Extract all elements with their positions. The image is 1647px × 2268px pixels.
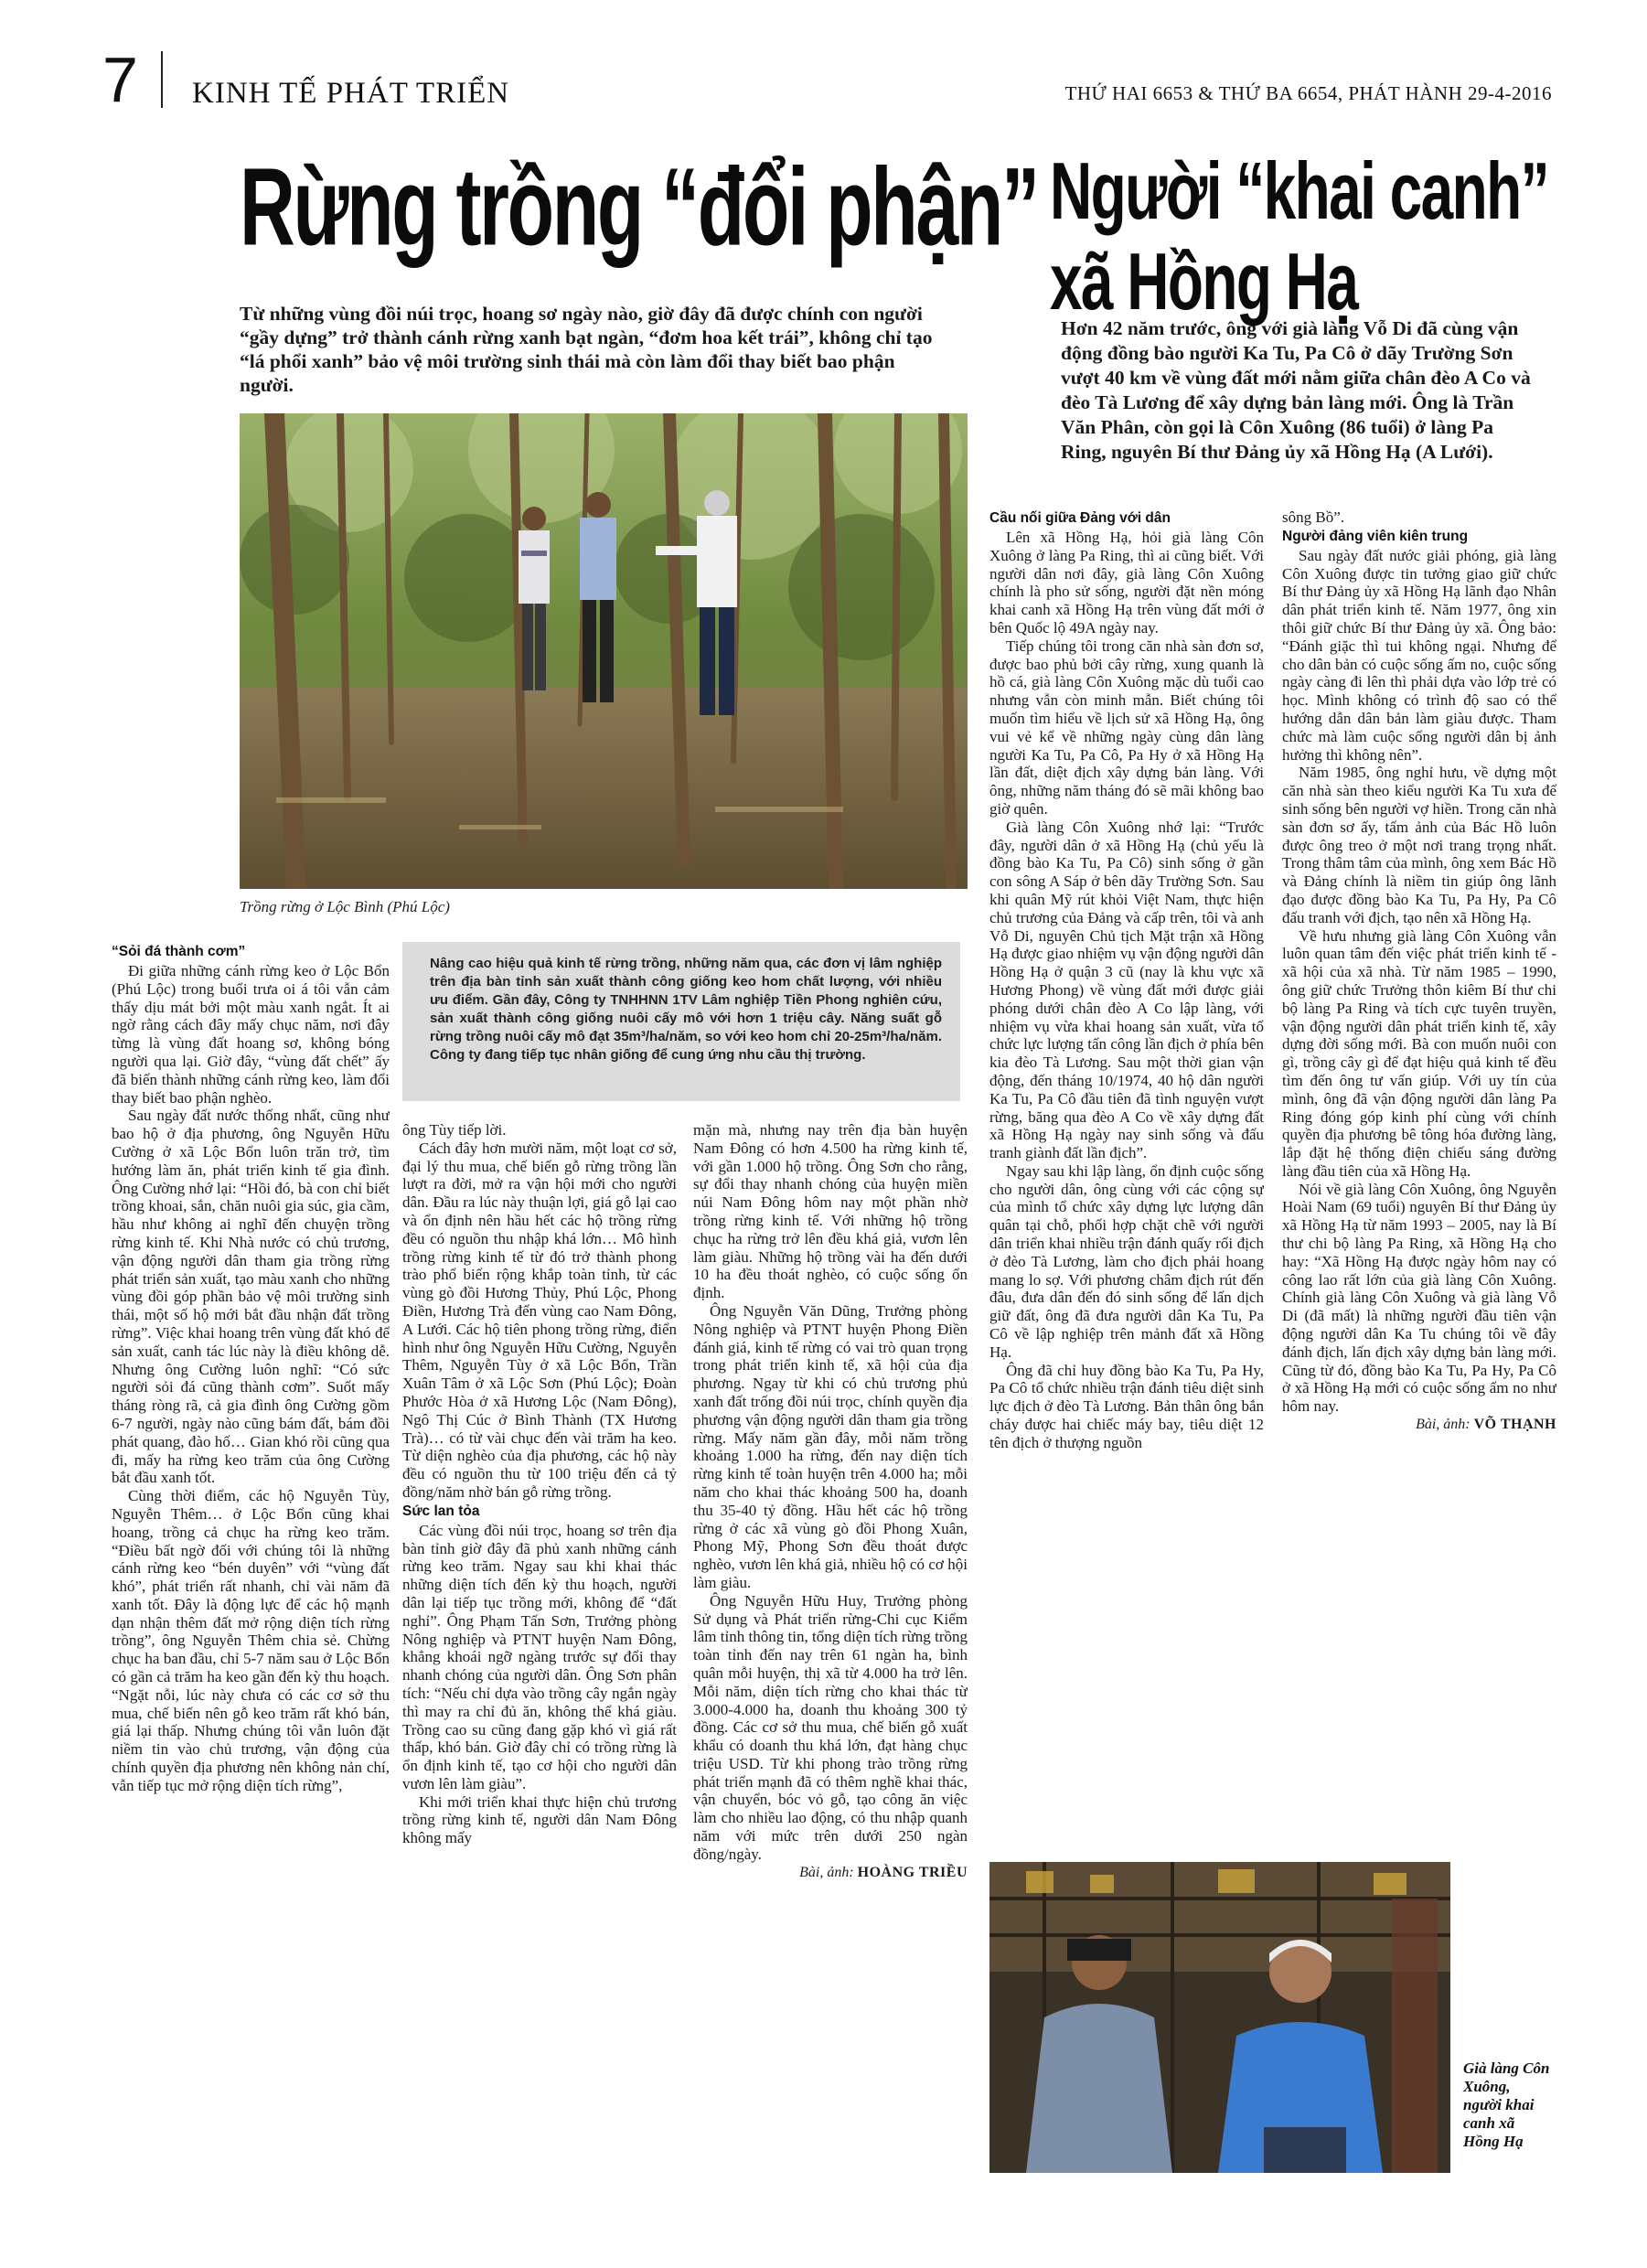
article1-paragraph: Cùng thời điểm, các hộ Nguyễn Tùy, Nguyễn Thêm… ở Lộc Bổn cũng khai hoang, trồng cả chục ha rừng keo trăm. “Điều bất ngờ đối với chúng tôi là những cánh rừng keo “bén duyên” với “vùng đất khó”, phát triển rất nhanh, chỉ vài năm đã xanh tốt. Đây là động lực để các hộ mạnh dạn nhận thêm đất mở rộng diện tích rừng trồng”, ông Nguyễn Thêm chia sẻ. Chừng chục ha ban đầu, chỉ 5-7 năm sau ở Lộc Bổn có gần cả trăm ha keo gần đến kỳ thu hoạch. “Ngặt nỗi, lúc này chưa có các cơ sở thu mua, chế biến nên gỗ keo trăm rất khó bán, giá lại thấp. Nhưng chúng tôi vẫn luôn đặt niềm tin vào chủ trương, vận động của chính quyền địa phương nên không nản chí, vẫn tiếp tục mở rộng diện tích rừng”, — [112, 1487, 390, 1794]
article1-paragraph: Cách đây hơn mười năm, một loạt cơ sở, đại lý thu mua, chế biến gỗ rừng trồng lần lượt ra đời, mở ra vận hội mới cho người dân. Đầu ra lúc này thuận lợi, giá gỗ lại cao và ổn định nên hầu hết các hộ trồng rừng đều có nguồn thu nhập khá lớn… Mô hình trồng rừng kinh tế từ đó trở thành phong trào phổ biến rộng khắp toàn tỉnh, từ các vùng gò đồi Hương Thủy, Phú Lộc, Phong Điền, Hương Trà đến vùng cao Nam Đông, A Lưới. Các hộ tiên phong trồng rừng, điển hình như ông Nguyễn Hữu Cường, Nguyễn Thêm, Nguyễn Tùy ở xã Lộc Bổn, Trần Xuân Tâm ở xã Lộc Sơn (Phú Lộc); Đoàn Phước Hòa ở xã Hương Lộc (Nam Đông), Ngô Thị Cúc ở Bình Thành (TX Hương Trà)… có từ vài chục đến vài trăm ha keo. Từ diện nghèo của địa phương, các hộ này đều có nguồn thu từ 100 triệu đến cả tỷ đồng/năm nhờ bán gỗ rừng trồng. — [402, 1139, 677, 1501]
article2-byline-prefix: Bài, ảnh: — [1416, 1417, 1471, 1433]
page-number: 7 — [102, 44, 138, 115]
article2-sapo: Hơn 42 năm trước, ông với già làng Vỗ Di đã cùng vận động đồng bào người Ka Tu, Pa Cô ở dãy Trường Sơn vượt 40 km về vùng đất mới nằm giữa chân đèo A Co và đèo Tà Lương để xây dựng bản làng mới. Ông là Trần Văn Phân, còn gọi là Côn Xuông (86 tuổi) ở làng Pa Ring, nguyên Bí thư Đảng ủy xã Hồng Hạ (A Lưới). — [1061, 317, 1531, 463]
article2-byline-author: VÕ THẠNH — [1473, 1417, 1556, 1433]
article2-headline-line1: Người “khai canh” — [1050, 146, 1549, 237]
article1-paragraph: Ông Nguyễn Hữu Huy, Trưởng phòng Sử dụng và Phát triển rừng-Chi cục Kiểm lâm tỉnh thông tin, tổng diện tích rừng trồng toàn tỉnh đến nay trên 61 ngàn ha, bình quân mỗi huyện, thị xã từ 4.000 ha trở lên. Mỗi năm, diện tích rừng cho khai thác từ 3.000-4.000 ha, doanh thu khoảng 300 tỷ đồng. Các cơ sở thu mua, chế biến gỗ xuất khẩu có doanh thu khá lớn, đạt hàng chục triệu USD. Từ khi phong trào trồng rừng phát triển mạnh đã có thêm nghề khai thác, vận chuyển, bóc vỏ gỗ, tạo công ăn việc làm cho nhiều lao động, có thu nhập quanh năm với mức trên dưới 250 ngàn đồng/ngày. — [693, 1591, 968, 1863]
article2-headline-line2: xã Hồng Hạ — [1050, 237, 1358, 327]
article1-column-3 — [693, 1121, 968, 2173]
article1-byline — [693, 1864, 968, 1882]
forest-photo-caption: Trồng rừng ở Lộc Bình (Phú Lộc) — [240, 898, 450, 915]
article2-paragraph: Năm 1985, ông nghỉ hưu, về dựng một căn nhà sàn theo kiểu người Ka Tu xưa để sinh sống bên người vợ hiền. Trong căn nhà sàn đơn sơ ấy, tấm ảnh của Bác Hồ luôn được ông treo ở một nơi trang trọng nhất. Trong thâm tâm của mình, ông xem Bác Hồ và Đảng chính là niềm tin giúp ông lãnh đạo được đồng bào Ka Tu, Pa Hy, Pa Cô đấu tranh với địch, tạo nên xã Hồng Hạ. — [1282, 764, 1556, 926]
article2-paragraph: Về hưu nhưng già làng Côn Xuông vẫn luôn quan tâm đến việc phát triển kinh tế - xã hội của xã nhà. Từ năm 1985 – 1990, ông giữ chức Trưởng thôn kiêm Bí thư chi bộ làng Pa Ring và tích cực tuyên truyền, vận động người dân phát triển kinh tế, xây dựng đời sống mới. Bà con muốn nuôi con gì, trồng cây gì để đạt hiệu quả kinh tế đều tìm đến ông tư vấn giúp. Với uy tín của mình, ông đã vận động người dân làng Pa Ring đóng góp kinh phí cùng với chính quyền địa phương bê tông hóa đường làng, lắp đặt hệ thống điện chiếu sáng đường làng đầu tiên của xã Hồng Hạ. — [1282, 926, 1556, 1180]
article2-column-2 — [1282, 508, 1556, 2045]
article1-paragraph: Sau ngày đất nước thống nhất, cũng như bao hộ ở địa phương, ông Nguyễn Hữu Cường ở xã Lộc Bổn luôn trăn trở, tìm hướng làm ăn, phát triển kinh tế gia đình. Ông Cường nhớ lại: “Hồi đó, bà con chỉ biết trồng khoai, sắn, chăn nuôi gia súc, gia cầm, hầu như không ai nghĩ đến chuyện trồng rừng kinh tế. Khi Nhà nước có chủ trương, vận động người dân tham gia trồng rừng phát triển sản xuất, tạo màu xanh cho những vùng đồi góp phần bảo vệ môi trường sinh thái, một số hộ mới bắt đầu nhận đất trồng rừng”. Việc khai hoang trên vùng đất khó để sản xuất, canh tác lúc này là điều không dễ. Nhưng ông Cường luôn nghĩ: “Có sức người sỏi đá cũng thành cơm”. Suốt mấy tháng ròng rã, cả gia đình ông Cường gồm 6-7 người, ngày nào cũng bám đất, bám đồi phát quang, đào hố… Gian khó rồi cũng qua đi, mấy ha rừng keo trăm của ông Cường bắt đầu xanh tốt. — [112, 1107, 390, 1487]
article2-paragraph: sông Bồ”. — [1282, 508, 1344, 526]
article1-paragraph: mặn mà, nhưng nay trên địa bàn huyện Nam Đông có hơn 4.500 ha rừng kinh tế, với gần 1.000 hộ trồng. Ông Sơn cho rằng, sự đổi thay nhanh chóng của huyện miền núi Nam Đông hôm nay một phần nhờ trồng rừng kinh tế. Với những hộ trồng chục ha rừng trở lên đều khá giả, vươn lên làm giàu. Những hộ trồng vài ha đến dưới 10 ha đều thoát nghèo, có cuộc sống ổn định. — [693, 1121, 968, 1302]
article1-paragraph: Các vùng đồi núi trọc, hoang sơ trên địa bàn tỉnh giờ đây đã phủ xanh những cánh rừng keo trăm. Ngay sau khi khai thác những diện tích đến kỳ thu hoạch, người dân lại tiếp tục trồng mới, không để “đất nghỉ”. Ông Phạm Tấn Sơn, Trưởng phòng Nông nghiệp và PTNT huyện Nam Đông, khẳng khoái ngỡ ngàng trước sự đổi thay nhanh chóng của người dân. Ông Sơn phân tích: “Nếu chỉ dựa vào trồng cây ngắn ngày thì may ra chỉ đủ ăn, không thể khá giàu. Trồng cao su cũng đang gặp khó vì giá rất thấp, khó bán. Giờ đây chỉ có trồng rừng là ổn định kinh tế, tạo cơ hội cho người dân vươn lên làm giàu”. — [402, 1521, 677, 1792]
article1-paragraph: Đi giữa những cánh rừng keo ở Lộc Bổn (Phú Lộc) trong buổi trưa oi á tôi vẫn cảm thấy dịu mát bởi một màu xanh ngắt. Ít ai ngờ rằng cách đây mấy chục năm, nơi đây từng là vùng đất hoang sơ, không bóng người qua lại. Giờ đây, “vùng đất chết” ấy đã biến thành những cánh rừng keo, làm đổi thay biết bao phận nghèo. — [112, 962, 390, 1107]
article1-paragraph: ông Tùy tiếp lời. — [402, 1121, 507, 1139]
forest-photo — [240, 413, 968, 889]
article2-paragraph: Già làng Côn Xuông nhớ lại: “Trước đây, người dân ở xã Hồng Hạ (chủ yếu là đồng bào Ka Tu, Pa Cô) sinh sống ở gần con sông A Sáp ở bên dãy Trường Sơn. Sau khi quân Mỹ rút khỏi Việt Nam, thực hiện chủ trương của Đảng và cấp trên, tôi và anh Vỗ Di, nguyên Chủ tịch Mặt trận xã Hồng Hạ được giao nhiệm vụ vận động người dân Hồng Hạ ở quận 3 cũ (nay là khu vực xã Hương Phong) về vùng đất mới được giải phóng dưới chân đèo A Co lập làng, với nhiệm vụ vừa khai hoang sản xuất, vừa tổ chức lực lượng tấn công lần địch ở phía bên kia đèo Tà Lương. Sau một thời gian vận động, đến tháng 10/1974, 40 hộ dân người Ka Tu, Pa Cô đầu tiên đã tình nguyện vượt rừng, băng qua đèo A Co về xây dựng đất xã Hồng Hạ ngày nay sinh sống và đấu tranh giành đất lần địch”. — [989, 818, 1264, 1162]
article1-byline-author: HOÀNG TRIỀU — [857, 1864, 968, 1880]
article1-sapo: Từ những vùng đồi núi trọc, hoang sơ ngày nào, giờ đây đã được chính con người “gầy dựng” trở thành cánh rừng xanh bạt ngàn, “đơm hoa kết trái”, không chỉ tạo “lá phổi xanh” bảo vệ môi trường sinh thái mà còn làm đổi thay biết bao phận người. — [240, 303, 933, 396]
article2-paragraph: Sau ngày đất nước giải phóng, già làng Côn Xuông được tin tưởng giao giữ chức Bí thư Đảng ủy xã Hồng Hạ lãnh đạo Nhân dân phát triển kinh tế. Năm 1977, ông xin thôi giữ chức Bí thư Đảng ủy xã. Ông bảo: “Đánh giặc thì tui không ngại. Nhưng để cho dân bản có cuộc sống ấm no, cuộc sống ngày càng đi lên thì phải dựa vào lớp trẻ có học. Mình không có trình độ sao có thể hướng dẫn dân bản làm giàu được. Tham chức mà làm cuộc sống người dân bị ảnh hưởng thì không nên”. — [1282, 546, 1556, 764]
article2-paragraph: Ông đã chỉ huy đồng bào Ka Tu, Pa Hy, Pa Cô tổ chức nhiều trận đánh tiêu diệt sinh lực địch ở đèo Tà Lương. Bản thân ông bắn cháy được hai chiếc máy bay, tiêu diệt 12 tên địch ở thượng nguồn — [989, 1361, 1264, 1451]
article2-paragraph: Ngay sau khi lập làng, ổn định cuộc sống cho người dân, ông cùng với các cộng sự của mình tổ chức xây dựng lực lượng dân quân tại chỗ, phối hợp chặt chẽ với người dân triển khai nhiều trận đánh quấy rối địch ở đèo Tà Lương, làm cho địch phải hoang mang lo sợ. Với phương châm địch rút đến đâu, đưa dân đến đó sinh sống để lấn dịch giữ đất, ông đã đưa người dân Ka Tu, Pa Cô về lập nghiệp trên mảnh đất xã Hồng Hạ. — [989, 1161, 1264, 1361]
article2-byline — [1282, 1416, 1556, 1434]
issue-info: THỨ HAI 6653 & THỨ BA 6654, PHÁT HÀNH 29-4-2016 — [1064, 82, 1552, 104]
forest-illustration — [240, 413, 968, 889]
section-title: KINH TẾ PHÁT TRIỂN — [192, 77, 510, 110]
article1-headline: Rừng trồng “đổi phận” — [240, 144, 1038, 269]
article1-subheading-1: “Sỏi đá thành cơm” — [112, 944, 246, 959]
article2-subheading-1: Cầu nối giữa Đảng với dân — [989, 510, 1171, 526]
article2-column-1 — [989, 508, 1264, 1862]
article2-headline — [1050, 146, 1549, 328]
article1-column-2 — [402, 1121, 677, 2173]
article1-column-1 — [112, 942, 390, 2175]
elder-illustration — [989, 1862, 1450, 2173]
article1-paragraph: Khi mới triển khai thực hiện chủ trương trồng rừng kinh tế, người dân Nam Đông không mấy — [402, 1792, 677, 1847]
elder-photo — [989, 1862, 1450, 2173]
article2-paragraph: Nói về già làng Côn Xuông, ông Nguyễn Hoài Nam (69 tuổi) nguyên Bí thư Đảng ủy xã Hồng Hạ từ năm 1993 – 2005, nay là Bí thư chi bộ làng Pa Ring, xã Hồng Hạ cho hay: “Xã Hồng Hạ được ngày hôm nay có công lao rất lớn của già làng Côn Xuông. Chính già làng Côn Xuông và già làng Vỗ Di (đã mất) là những người đầu tiên vận động người dân Ka Tu chúng tôi về đây đánh địch, lấn địch xây dựng bản làng mới. Cũng từ đó, đồng bào Ka Tu, Pa Hy, Pa Cô ở xã Hồng Hạ mới có cuộc sống ấm no như hôm nay. — [1282, 1180, 1556, 1416]
info-box — [402, 942, 960, 1101]
article2-paragraph: Tiếp chúng tôi trong căn nhà sàn đơn sơ, được bao phủ bởi cây rừng, xung quanh là hồ cá, già làng Côn Xuông mặc dù tuổi cao nhưng vẫn còn minh mẫn. Biết chúng tôi muốn tìm hiểu về lịch sử xã Hồng Hạ, ông vui vẻ kể về những ngày cùng dân làng người Ka Tu, Pa Cô, Pa Hy ở xã Hồng Hạ lần đất, diệt địch xây dựng bản làng. Với ông, những năm tháng đó sẽ mãi không bao giờ quên. — [989, 637, 1264, 818]
article1-subheading-2: Sức lan tỏa — [402, 1503, 480, 1519]
article1-byline-prefix: Bài, ảnh: — [799, 1864, 854, 1880]
info-box-text: Nâng cao hiệu quả kinh tế rừng trồng, những năm qua, các đơn vị lâm nghiệp trên địa bàn tỉnh sản xuất thành công giống keo hom chất lượng, với nhiều ưu điểm. Gần đây, Công ty TNHHNN 1TV Lâm nghiệp Tiền Phong nghiên cứu, sản xuất thành công giống nuôi cấy mô với hơn 1 triệu cây. Năng suất gỗ rừng trồng nuôi cấy mô đạt 35m³/ha/năm, so với keo hom chỉ 20-25m³/ha/năm. Công ty đang tiếp tục nhân giống để cung ứng nhu cầu thị trường. — [430, 956, 942, 1063]
article2-subheading-2: Người đảng viên kiên trung — [1282, 528, 1469, 544]
article1-paragraph: Ông Nguyễn Văn Dũng, Trưởng phòng Nông nghiệp và PTNT huyện Phong Điền đánh giá, kinh tế rừng có vai trò quan trọng trong phát triển kinh tế, xã hội của địa phương. Ngay từ khi có chủ trương phủ xanh đất trống đồi núi trọc, chính quyền địa phương vận động người dân tham gia trồng rừng. Mấy năm gần đây, mỗi năm trồng khoảng 1.000 ha rừng, đến nay diện tích rừng kinh tế toàn huyện trên 4.000 ha; mỗi năm cho khai thác khoảng 500 ha, doanh thu 35-40 tỷ đồng. Hầu hết các hộ trồng rừng ở các xã vùng gò đồi Phong Xuân, Phong Mỹ, Phong Sơn đều thoát được nghèo, vươn lên khá giả, nhiều hộ có cơ hội làm giàu. — [693, 1301, 968, 1591]
header-divider — [161, 51, 163, 108]
elder-photo-caption: Già làng Côn Xuông, người khai canh xã Hồng Hạ — [1463, 2059, 1550, 2150]
article2-paragraph: Lên xã Hồng Hạ, hỏi già làng Côn Xuông ở làng Pa Ring, thì ai cũng biết. Với người dân nơi đây, già làng Côn Xuông chính là pho sử sống, người đặt nền móng khai canh xã Hồng Hạ trên vùng đất mới ở bên Quốc lộ 49A ngày nay. — [989, 529, 1264, 637]
